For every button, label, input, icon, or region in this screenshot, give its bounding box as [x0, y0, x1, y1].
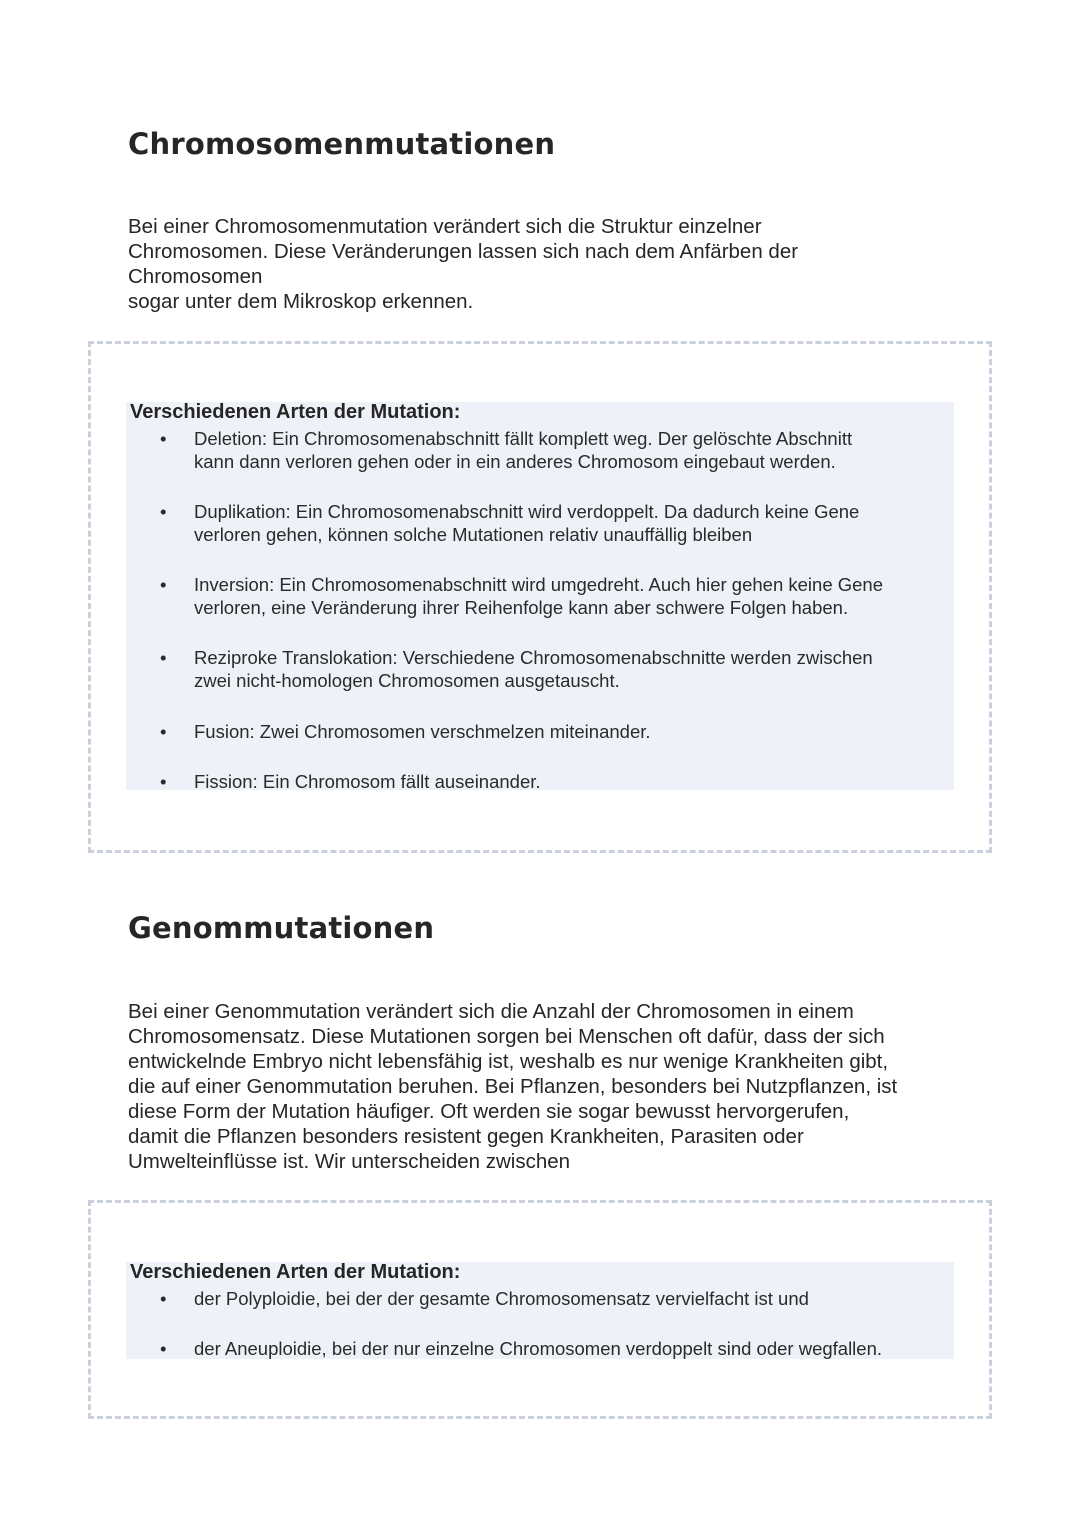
list-item-line: der Aneuploidie, bei der nur einzelne Chromosomen verdoppelt sind oder wegfallen.	[194, 1338, 883, 1359]
list-item-text	[194, 1337, 954, 1360]
list-item-line: Duplikation: Ein Chromosomenabschnitt wird verdoppelt. Da dadurch keine Gene	[194, 501, 860, 522]
list-item-line: der Polyploidie, bei der der gesamte Chromosomensatz vervielfacht ist und	[194, 1288, 809, 1309]
bullet-icon: •	[160, 771, 167, 792]
list-title-genommutationen: Verschiedenen Arten der Mutation:	[130, 1261, 461, 1283]
list-item-line: Fission: Ein Chromosom fällt auseinander.	[194, 771, 541, 792]
paragraph-line: sogar unter dem Mikroskop erkennen.	[128, 290, 474, 313]
bullet-icon: •	[160, 721, 167, 742]
section-heading-genommutationen: Genommutationen	[128, 911, 435, 945]
paragraph-line: Chromosomen	[128, 265, 263, 288]
bullet-icon: •	[160, 574, 167, 595]
list-item-line: verloren, eine Veränderung ihrer Reihenfolge kann aber schwere Folgen haben.	[194, 597, 849, 618]
section-heading-chromosomenmutationen: Chromosomenmutationen	[128, 127, 556, 161]
bullet-icon: •	[160, 1338, 167, 1359]
bullet-icon: •	[160, 647, 167, 668]
list-item-text	[194, 573, 954, 619]
paragraph-line: Umwelteinflüsse ist. Wir unterscheiden zwischen	[128, 1150, 571, 1173]
paragraph-line: Chromosomensatz. Diese Mutationen sorgen bei Menschen oft dafür, dass der sich	[128, 1025, 885, 1048]
list-item-line: Fusion: Zwei Chromosomen verschmelzen miteinander.	[194, 721, 651, 742]
bullet-icon: •	[160, 428, 167, 449]
intro-paragraph-genommutationen	[128, 999, 958, 1174]
paragraph-line: die auf einer Genommutation beruhen. Bei Pflanzen, besonders bei Nutzpflanzen, ist	[128, 1075, 898, 1098]
list-item-text	[194, 770, 954, 793]
list-item-line: kann dann verloren gehen oder in ein anderes Chromosom eingebaut werden.	[194, 451, 836, 472]
list-item-text	[194, 427, 954, 473]
bullet-icon: •	[160, 1288, 167, 1309]
paragraph-line: Bei einer Genommutation verändert sich die Anzahl der Chromosomen in einem	[128, 1000, 854, 1023]
paragraph-line: Bei einer Chromosomenmutation verändert sich die Struktur einzelner	[128, 215, 762, 238]
list-title-chromosomenmutationen: Verschiedenen Arten der Mutation:	[130, 401, 461, 423]
list-item-line: Reziproke Translokation: Verschiedene Chromosomenabschnitte werden zwischen	[194, 647, 873, 668]
list-item-line: zwei nicht-homologen Chromosomen ausgetauscht.	[194, 670, 620, 691]
list-item-text	[194, 1287, 954, 1310]
list-item-line: Deletion: Ein Chromosomenabschnitt fällt komplett weg. Der gelöschte Abschnitt	[194, 428, 853, 449]
paragraph-line: entwickelnde Embryo nicht lebensfähig ist, weshalb es nur wenige Krankheiten gibt,	[128, 1050, 889, 1073]
list-item-line: verloren gehen, können solche Mutationen relativ unauffällig bleiben	[194, 524, 753, 545]
list-item-text	[194, 646, 954, 692]
intro-paragraph-chromosomenmutationen	[128, 214, 958, 314]
bullet-icon: •	[160, 501, 167, 522]
paragraph-line: Chromosomen. Diese Veränderungen lassen sich nach dem Anfärben der	[128, 240, 799, 263]
list-item-line: Inversion: Ein Chromosomenabschnitt wird umgedreht. Auch hier gehen keine Gene	[194, 574, 883, 595]
paragraph-line: damit die Pflanzen besonders resistent gegen Krankheiten, Parasiten oder	[128, 1125, 804, 1148]
list-item-text	[194, 500, 954, 546]
paragraph-line: diese Form der Mutation häufiger. Oft werden sie sogar bewusst hervorgerufen,	[128, 1100, 850, 1123]
list-item-text	[194, 720, 954, 743]
